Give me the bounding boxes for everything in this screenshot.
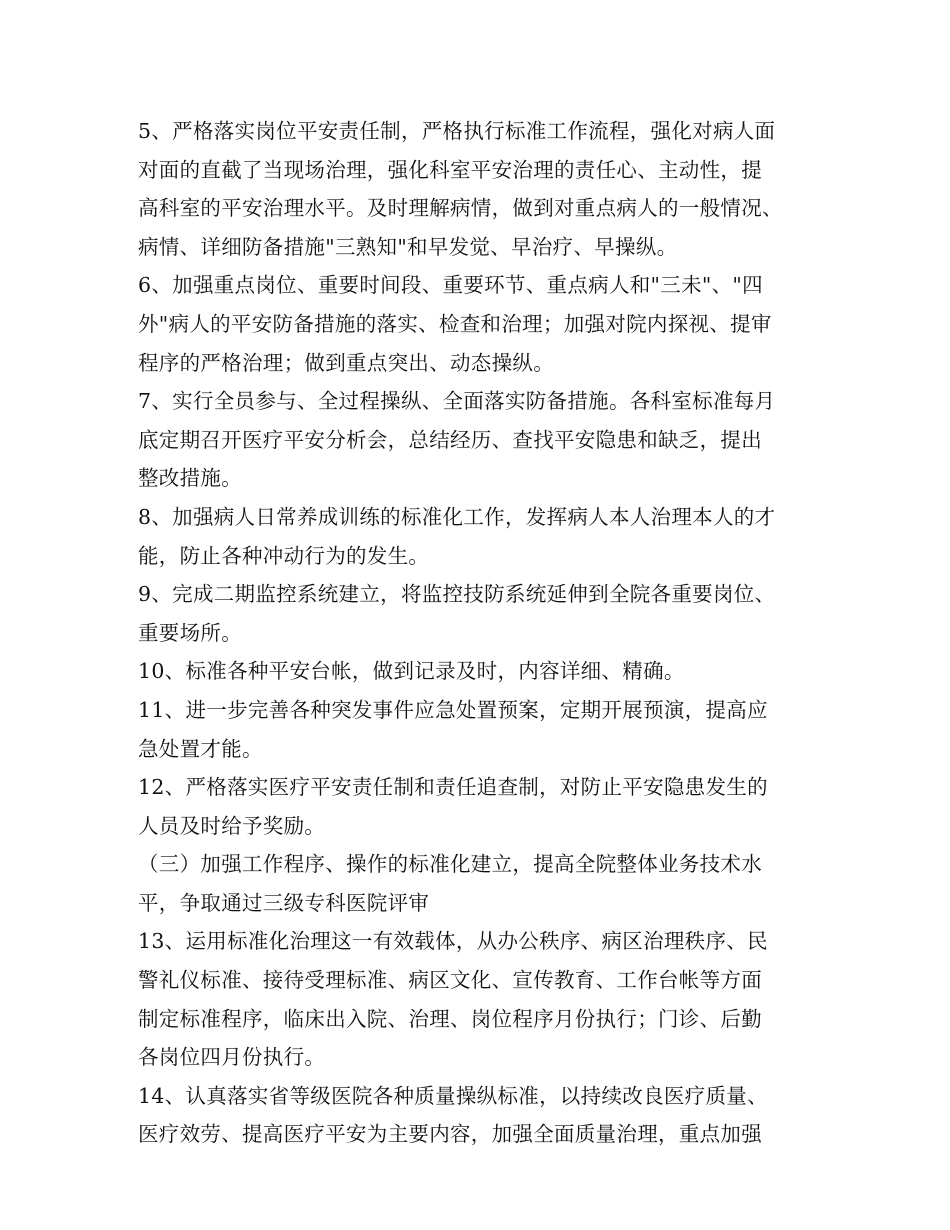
text-line: 警礼仪标准、接待受理标准、病区文化、宣传教育、工作台帐等方面 xyxy=(138,968,762,993)
text-line: 对面的直截了当现场治理，强化科室平安治理的责任心、主动性，提 xyxy=(138,157,762,182)
text-line: 12、严格落实医疗平安责任制和责任追查制，对防止平安隐患发生的 xyxy=(138,775,768,800)
section-heading-line: （三）加强工作程序、操作的标准化建立，提高全院整体业务技术水 xyxy=(138,852,762,877)
text-line: 高科室的平安治理水平。及时理解病情，做到对重点病人的一般情况、 xyxy=(138,196,783,221)
text-line: 急处置才能。 xyxy=(138,736,263,761)
text-line: 10、标准各种平安台帐，做到记录及时，内容详细、精确。 xyxy=(138,659,685,684)
text-line: 8、加强病人日常养成训练的标准化工作，发挥病人本人治理本人的才 xyxy=(138,504,776,529)
text-line: 整改措施。 xyxy=(138,466,242,491)
text-line: 外"病人的平安防备措施的落实、检查和治理；加强对院内探视、提审 xyxy=(138,311,772,336)
text-line: 5、严格落实岗位平安责任制，严格执行标准工作流程，强化对病人面 xyxy=(138,119,776,143)
text-line: 病情、详细防备措施"三熟知"和早发觉、早治疗、早操纵。 xyxy=(138,234,678,259)
text-line: 6、加强重点岗位、重要时间段、重要环节、重点病人和"三未"、"四 xyxy=(138,273,763,298)
text-line: 14、认真落实省等级医院各种质量操纵标准，以持续改良医疗质量、 xyxy=(138,1083,768,1108)
text-line: 11、进一步完善各种突发事件应急处置预案，定期开展预演，提高应 xyxy=(138,697,768,722)
text-line: 各岗位四月份执行。 xyxy=(138,1045,326,1070)
text-line: 人员及时给予奖励。 xyxy=(138,813,326,838)
text-line: 医疗效劳、提高医疗平安为主要内容，加强全面质量治理，重点加强 xyxy=(138,1122,762,1147)
text-line: 能，防止各种冲动行为的发生。 xyxy=(138,543,430,568)
text-line: 制定标准程序，临床出入院、治理、岗位程序月份执行；门诊、后勤 xyxy=(138,1006,762,1031)
text-line: 重要场所。 xyxy=(138,620,242,645)
text-line: 底定期召开医疗平安分析会，总结经历、查找平安隐患和缺乏，提出 xyxy=(138,427,762,452)
text-line: 13、运用标准化治理这一有效载体，从办公秩序、病区治理秩序、民 xyxy=(138,929,768,954)
text-line: 程序的严格治理；做到重点突出、动态操纵。 xyxy=(138,350,554,375)
text-line: 9、完成二期监控系统建立，将监控技防系统延伸到全院各重要岗位、 xyxy=(138,582,776,607)
document-body xyxy=(138,112,818,1154)
section-heading-line: 平，争取通过三级专科医院评审 xyxy=(138,890,430,915)
text-line: 7、实行全员参与、全过程操纵、全面落实防备措施。各科室标准每月 xyxy=(138,389,776,414)
